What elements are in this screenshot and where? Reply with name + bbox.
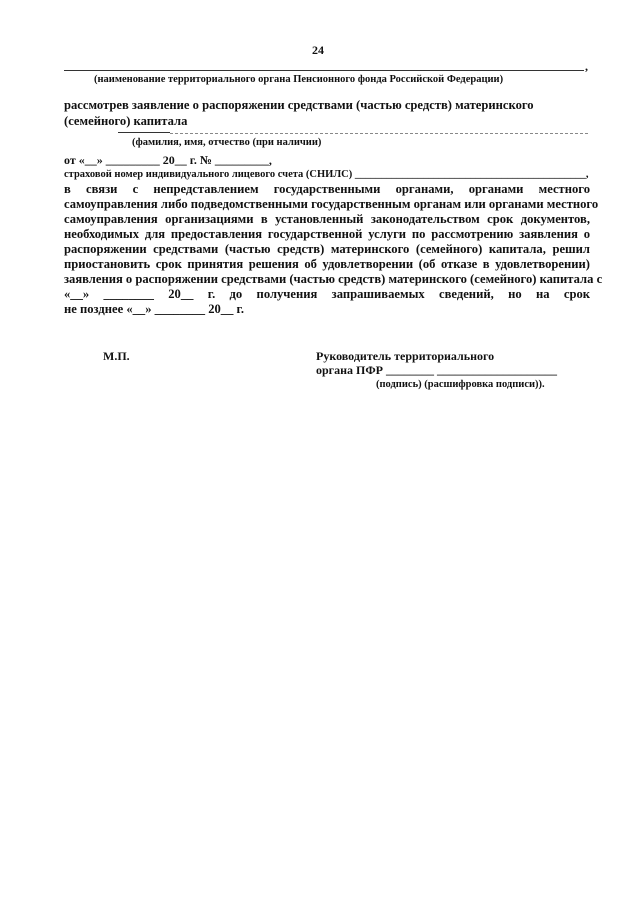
organ-caption: (наименование территориального органа Пенсионного фонда Российской Федерации) [94, 74, 504, 85]
organ-line-comma: , [585, 59, 588, 73]
body-line: необходимых для предоставления государственной услуги по рассмотрению заявления о [64, 227, 590, 241]
body-line: распоряжении средствами (частью средств) материнского (семейного) капитала, решил [64, 242, 590, 256]
fio-line [170, 133, 588, 134]
intro-line-2: (семейного) капитала [64, 114, 188, 128]
body-line: самоуправления организациями в установленный законодательством срок документов, [64, 212, 590, 226]
signature-caption: (подпись) (расшифровка подписи)). [376, 379, 545, 390]
signer-title-1: Руководитель территориального [316, 349, 495, 363]
stamp-label: М.П. [103, 349, 130, 363]
fio-line-short [118, 132, 170, 133]
body-line: не позднее «__» ________ 20__ г. [64, 302, 244, 316]
fio-caption: (фамилия, имя, отчество (при наличии) [132, 137, 322, 148]
body-line: в связи с непредставлением государственными органами, органами местного [64, 182, 590, 196]
intro-line-1: рассмотрев заявление о распоряжении средствами (частью средств) материнского [64, 98, 534, 112]
snils-line: страховой номер индивидуального лицевого счета (СНИЛС) ____________________________________________, [64, 169, 589, 180]
body-line: самоуправления либо подведомственными государственным органам или органами местного [64, 197, 599, 211]
body-line: заявления о распоряжении средствами (частью средств) материнского (семейного) капитала с [64, 272, 603, 286]
body-line: приостановить срок принятия решения об удовлетворении (об отказе в удовлетворении) [64, 257, 590, 271]
date-number-line: от «__» _________ 20__ г. № _________, [64, 153, 272, 167]
page-number: 24 [312, 43, 324, 57]
body-line: «__» ________ 20__ г. до получения запрашиваемых сведений, но на срок [64, 287, 590, 301]
organ-name-line [64, 70, 584, 71]
signer-title-2: органа ПФР ________ ____________________ [316, 363, 558, 377]
